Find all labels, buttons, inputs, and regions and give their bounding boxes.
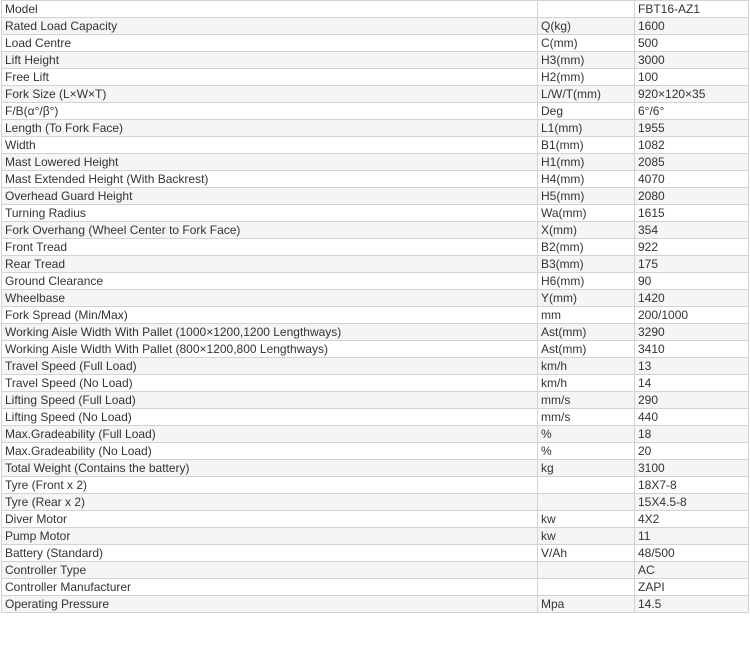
unit-cell: H4(mm) [538, 171, 635, 188]
table-row [2, 409, 749, 426]
table-row [2, 86, 749, 103]
value-cell: 14.5 [635, 596, 749, 613]
header-model-value-cell: FBT16-AZ1 [635, 1, 749, 18]
parameter-cell: Travel Speed (Full Load) [2, 358, 538, 375]
table-row [2, 52, 749, 69]
parameter-cell: Lift Height [2, 52, 538, 69]
table-row [2, 341, 749, 358]
table-row [2, 137, 749, 154]
table-row [2, 18, 749, 35]
unit-cell: C(mm) [538, 35, 635, 52]
parameter-cell: Travel Speed (No Load) [2, 375, 538, 392]
parameter-cell: Controller Type [2, 562, 538, 579]
parameter-cell: Pump Motor [2, 528, 538, 545]
table-row [2, 460, 749, 477]
table-row [2, 528, 749, 545]
value-cell: 1600 [635, 18, 749, 35]
value-cell: 290 [635, 392, 749, 409]
parameter-cell: Turning Radius [2, 205, 538, 222]
parameter-cell: Width [2, 137, 538, 154]
table-row [2, 103, 749, 120]
unit-cell: B3(mm) [538, 256, 635, 273]
unit-cell: L/W/T(mm) [538, 86, 635, 103]
table-row [2, 358, 749, 375]
header-unit-cell [538, 1, 635, 18]
value-cell: 175 [635, 256, 749, 273]
value-cell: 1082 [635, 137, 749, 154]
table-row [2, 307, 749, 324]
unit-cell: H6(mm) [538, 273, 635, 290]
parameter-cell: Load Centre [2, 35, 538, 52]
parameter-cell: Ground Clearance [2, 273, 538, 290]
table-row [2, 35, 749, 52]
table-row [2, 239, 749, 256]
table-row [2, 154, 749, 171]
value-cell: 100 [635, 69, 749, 86]
value-cell: 48/500 [635, 545, 749, 562]
value-cell: 1615 [635, 205, 749, 222]
value-cell: 3410 [635, 341, 749, 358]
value-cell: 922 [635, 239, 749, 256]
header-parameter-cell: Model [2, 1, 538, 18]
parameter-cell: Total Weight (Contains the battery) [2, 460, 538, 477]
table-row [2, 562, 749, 579]
unit-cell [538, 477, 635, 494]
table-header-row [2, 1, 749, 18]
parameter-cell: Front Tread [2, 239, 538, 256]
value-cell: 354 [635, 222, 749, 239]
value-cell: ZAPI [635, 579, 749, 596]
value-cell: 14 [635, 375, 749, 392]
value-cell: 3100 [635, 460, 749, 477]
unit-cell [538, 579, 635, 596]
unit-cell: H5(mm) [538, 188, 635, 205]
table-row [2, 290, 749, 307]
value-cell: AC [635, 562, 749, 579]
value-cell: 13 [635, 358, 749, 375]
table-row [2, 205, 749, 222]
unit-cell: kg [538, 460, 635, 477]
unit-cell: % [538, 426, 635, 443]
value-cell: 4X2 [635, 511, 749, 528]
unit-cell: Ast(mm) [538, 341, 635, 358]
unit-cell: Mpa [538, 596, 635, 613]
table-row [2, 443, 749, 460]
parameter-cell: Rear Tread [2, 256, 538, 273]
table-row [2, 375, 749, 392]
parameter-cell: Battery (Standard) [2, 545, 538, 562]
parameter-cell: Length (To Fork Face) [2, 120, 538, 137]
parameter-cell: Tyre (Rear x 2) [2, 494, 538, 511]
spec-table [1, 0, 749, 613]
unit-cell: Y(mm) [538, 290, 635, 307]
table-row [2, 273, 749, 290]
parameter-cell: Lifting Speed (No Load) [2, 409, 538, 426]
value-cell: 1420 [635, 290, 749, 307]
parameter-cell: Fork Size (L×W×T) [2, 86, 538, 103]
table-row [2, 120, 749, 137]
value-cell: 18 [635, 426, 749, 443]
unit-cell [538, 494, 635, 511]
parameter-cell: F/B(α°/β°) [2, 103, 538, 120]
unit-cell: Q(kg) [538, 18, 635, 35]
unit-cell: kw [538, 511, 635, 528]
table-row [2, 188, 749, 205]
table-row [2, 511, 749, 528]
unit-cell: km/h [538, 375, 635, 392]
unit-cell: Wa(mm) [538, 205, 635, 222]
value-cell: 2080 [635, 188, 749, 205]
value-cell: 4070 [635, 171, 749, 188]
table-row [2, 171, 749, 188]
unit-cell: % [538, 443, 635, 460]
parameter-cell: Wheelbase [2, 290, 538, 307]
unit-cell: Ast(mm) [538, 324, 635, 341]
unit-cell: V/Ah [538, 545, 635, 562]
table-row [2, 596, 749, 613]
parameter-cell: Rated Load Capacity [2, 18, 538, 35]
unit-cell: kw [538, 528, 635, 545]
value-cell: 6°/6° [635, 103, 749, 120]
parameter-cell: Max.Gradeability (No Load) [2, 443, 538, 460]
value-cell: 11 [635, 528, 749, 545]
unit-cell: km/h [538, 358, 635, 375]
table-row [2, 545, 749, 562]
table-row [2, 477, 749, 494]
value-cell: 20 [635, 443, 749, 460]
value-cell: 3000 [635, 52, 749, 69]
parameter-cell: Mast Extended Height (With Backrest) [2, 171, 538, 188]
table-row [2, 69, 749, 86]
unit-cell: mm [538, 307, 635, 324]
parameter-cell: Operating Pressure [2, 596, 538, 613]
parameter-cell: Tyre (Front x 2) [2, 477, 538, 494]
table-row [2, 579, 749, 596]
value-cell: 500 [635, 35, 749, 52]
spec-table-body [2, 1, 749, 613]
table-row [2, 324, 749, 341]
unit-cell: mm/s [538, 409, 635, 426]
unit-cell: Deg [538, 103, 635, 120]
parameter-cell: Diver Motor [2, 511, 538, 528]
value-cell: 1955 [635, 120, 749, 137]
table-row [2, 426, 749, 443]
unit-cell: H1(mm) [538, 154, 635, 171]
unit-cell [538, 562, 635, 579]
unit-cell: mm/s [538, 392, 635, 409]
value-cell: 2085 [635, 154, 749, 171]
value-cell: 3290 [635, 324, 749, 341]
value-cell: 200/1000 [635, 307, 749, 324]
parameter-cell: Controller Manufacturer [2, 579, 538, 596]
table-row [2, 256, 749, 273]
parameter-cell: Working Aisle Width With Pallet (800×1200,800 Lengthways) [2, 341, 538, 358]
value-cell: 440 [635, 409, 749, 426]
table-row [2, 392, 749, 409]
parameter-cell: Fork Spread (Min/Max) [2, 307, 538, 324]
parameter-cell: Fork Overhang (Wheel Center to Fork Face) [2, 222, 538, 239]
parameter-cell: Working Aisle Width With Pallet (1000×1200,1200 Lengthways) [2, 324, 538, 341]
unit-cell: L1(mm) [538, 120, 635, 137]
table-row [2, 222, 749, 239]
unit-cell: B2(mm) [538, 239, 635, 256]
value-cell: 18X7-8 [635, 477, 749, 494]
unit-cell: H2(mm) [538, 69, 635, 86]
parameter-cell: Lifting Speed (Full Load) [2, 392, 538, 409]
value-cell: 15X4.5-8 [635, 494, 749, 511]
unit-cell: B1(mm) [538, 137, 635, 154]
parameter-cell: Overhead Guard Height [2, 188, 538, 205]
value-cell: 920×120×35 [635, 86, 749, 103]
unit-cell: H3(mm) [538, 52, 635, 69]
parameter-cell: Max.Gradeability (Full Load) [2, 426, 538, 443]
parameter-cell: Mast Lowered Height [2, 154, 538, 171]
parameter-cell: Free Lift [2, 69, 538, 86]
unit-cell: X(mm) [538, 222, 635, 239]
value-cell: 90 [635, 273, 749, 290]
table-row [2, 494, 749, 511]
